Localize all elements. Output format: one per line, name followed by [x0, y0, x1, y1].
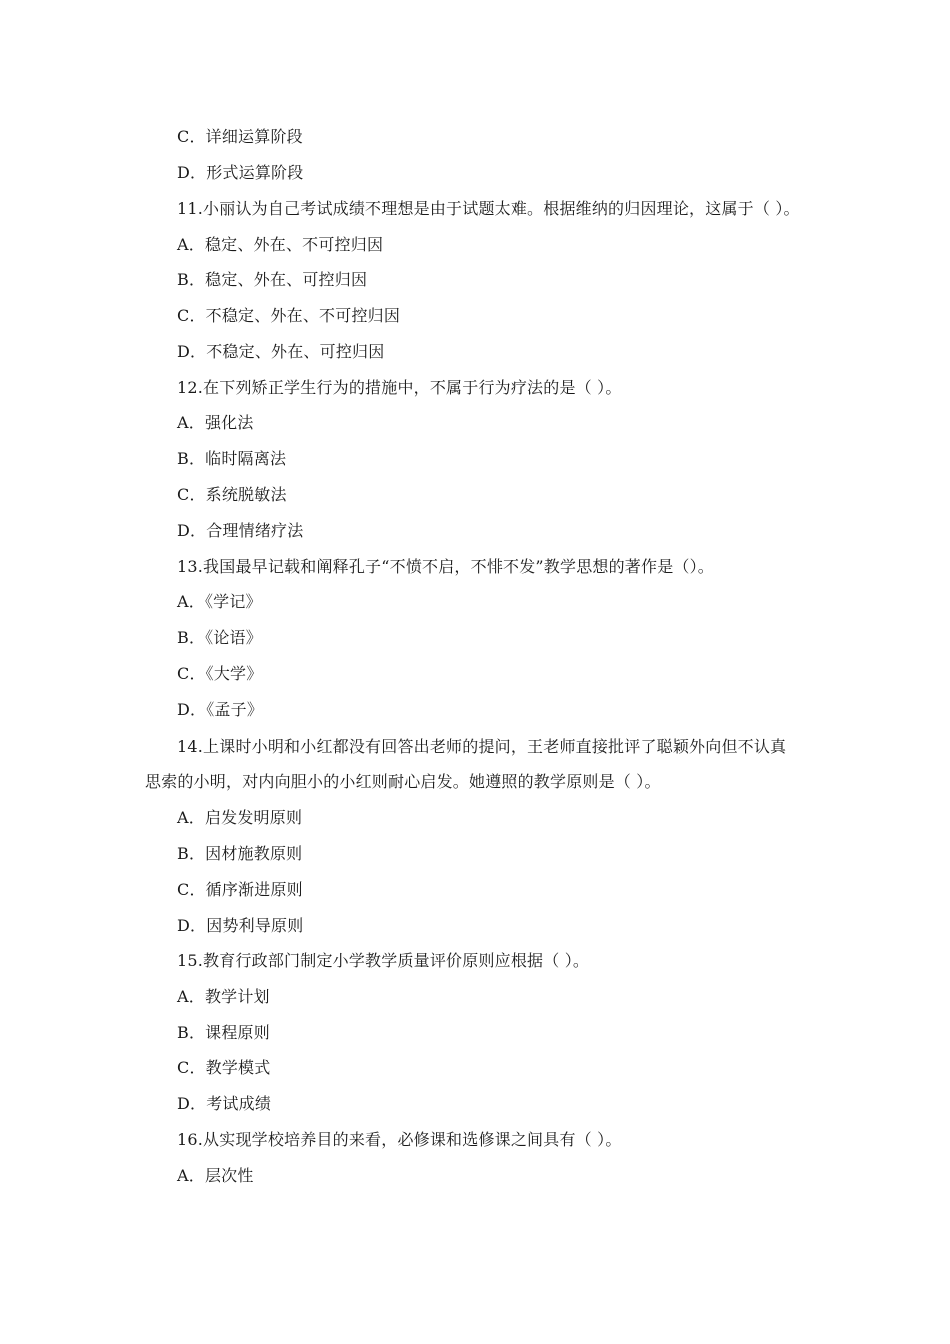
- option-line: D．不稳定、外在、可控归因: [177, 342, 385, 361]
- option-line: D．因势利导原则: [177, 916, 304, 935]
- option-line: C．详细运算阶段: [177, 127, 303, 146]
- option-line: C．教学模式: [177, 1058, 271, 1077]
- option-line: C．系统脱敏法: [177, 485, 287, 504]
- question-line: 15.教育行政部门制定小学教学质量评价原则应根据（ ）。: [177, 951, 590, 970]
- option-line: C．不稳定、外在、不可控归因: [177, 306, 401, 325]
- option-line: D．考试成绩: [177, 1094, 272, 1113]
- option-line: D．合理情绪疗法: [177, 521, 304, 540]
- option-line: D．形式运算阶段: [177, 163, 304, 182]
- question-line: 16.从实现学校培养目的来看，必修课和选修课之间具有（ ）。: [177, 1130, 622, 1149]
- option-line: A．教学计划: [177, 987, 270, 1006]
- option-line: A．启发发明原则: [177, 808, 303, 827]
- option-line: B．稳定、外在、可控归因: [177, 270, 368, 289]
- question-line: 12.在下列矫正学生行为的措施中，不属于行为疗法的是（ ）。: [177, 378, 622, 397]
- option-line: A．层次性: [177, 1166, 254, 1185]
- question-line: 14.上课时小明和小红都没有回答出老师的提问，王老师直接批评了聪颖外向但不认真: [177, 737, 787, 756]
- option-line: A．《学记》: [177, 592, 262, 611]
- option-line: B．《论语》: [177, 628, 262, 647]
- option-line: B．临时隔离法: [177, 449, 287, 468]
- option-line: D．《孟子》: [177, 700, 264, 719]
- question-line: 13.我国最早记载和阐释孔子“不愤不启，不悱不发”教学思想的著作是（）。: [177, 557, 715, 576]
- option-line: C．《大学》: [177, 664, 263, 683]
- option-line: C．循序渐进原则: [177, 880, 303, 899]
- question-line: 11.小丽认为自己考试成绩不理想是由于试题太难。根据维纳的归因理论，这属于（ ）。: [177, 199, 800, 218]
- option-line: B．因材施教原则: [177, 844, 303, 863]
- option-line: A．强化法: [177, 413, 254, 432]
- option-line: B．课程原则: [177, 1023, 270, 1042]
- option-line: A．稳定、外在、不可控归因: [177, 235, 384, 254]
- question-line-continuation: 思索的小明，对内向胆小的小红则耐心启发。她遵照的教学原则是（ ）。: [145, 772, 661, 791]
